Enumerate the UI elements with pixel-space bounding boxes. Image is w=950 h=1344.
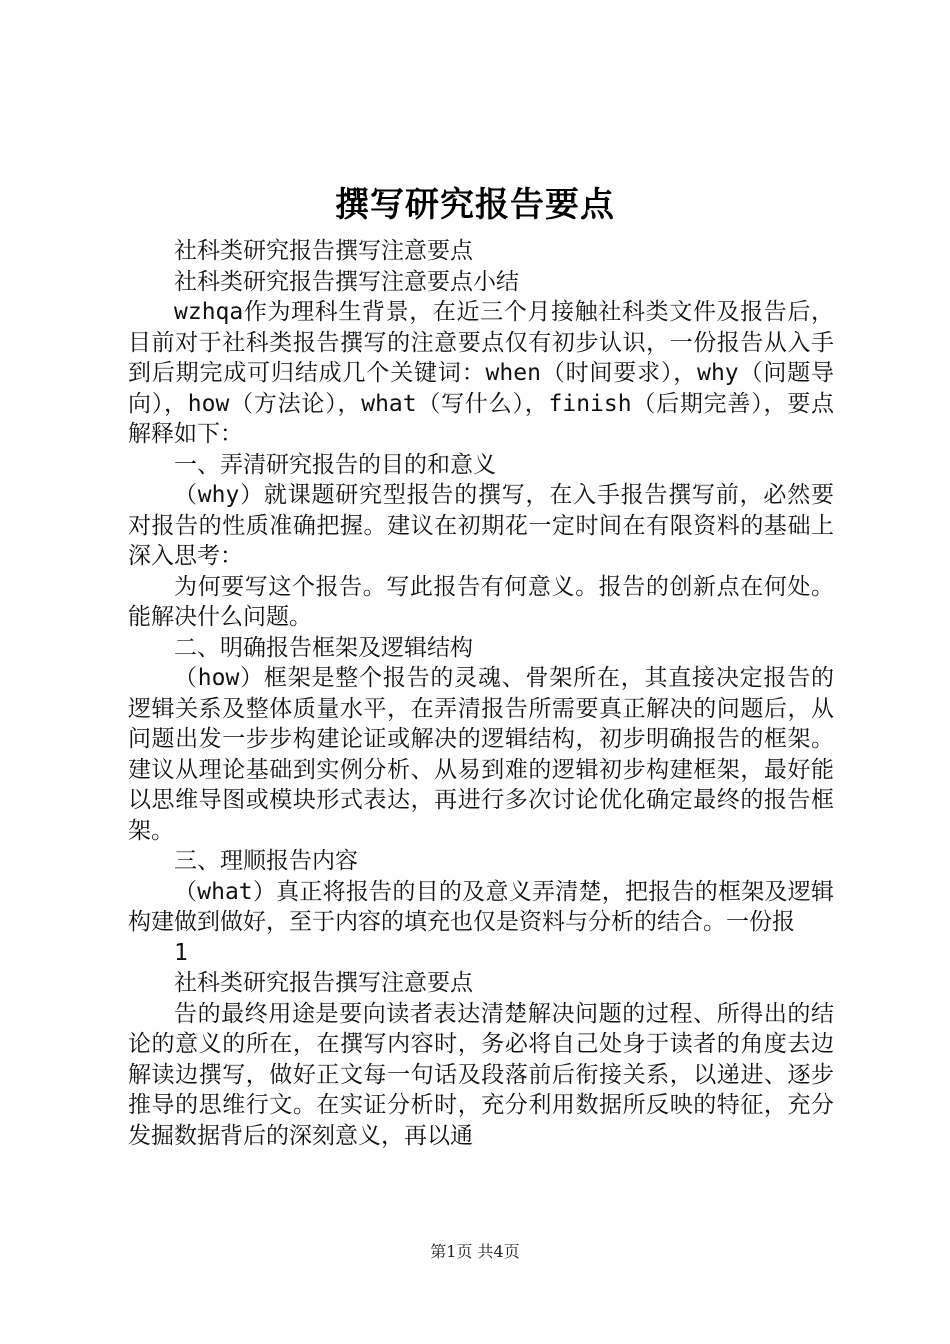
- paragraph-continued: 告的最终用途是要向读者表达清楚解决问题的过程、所得出的结论的意义的所在，在撰写内容时，务必将自己处身于读者的角度去边解读边撰写，做好正文每一句话及段落前后衔接关系，以递进、逐步推导的思维行文。在实证分析时，充分利用数据所反映的特征，充分发掘数据背后的深刻意义，再以通: [128, 1000, 834, 1149]
- section-heading-1: 一、弄清研究报告的目的和意义: [174, 451, 496, 478]
- paragraph-subtitle: 社科类研究报告撰写注意要点: [174, 238, 473, 264]
- document-body: [128, 236, 834, 1151]
- inline-page-number: 1: [174, 939, 188, 966]
- section-heading-3: 三、理顺报告内容: [174, 848, 358, 874]
- page-footer: 第1页 共4页: [430, 1242, 520, 1261]
- running-header: 社科类研究报告撰写注意要点: [174, 970, 473, 996]
- paragraph-what: （what）真正将报告的目的及意义弄清楚，把报告的框架及逻辑构建做到做好，至于内容的填充也仅是资料与分析的结合。一份报: [128, 878, 834, 935]
- paragraph-subtitle-summary: 社科类研究报告撰写注意要点小结: [174, 268, 519, 295]
- paragraph-how: （how）框架是整个报告的灵魂、骨架所在，其直接决定报告的逻辑关系及整体质量水平，在弄清报告所需要真正解决的问题后，从问题出发一步步构建论证或解决的逻辑结构，初步明确报告的框架。建议从理论基础到实例分析、从易到难的逻辑初步构建框架，最好能以思维导图或模块形式表达，再进行多次讨论优化确定最终的报告框架。: [128, 665, 834, 844]
- paragraph-questions: 为何要写这个报告。写此报告有何意义。报告的创新点在何处。能解决什么问题。: [128, 573, 834, 630]
- paragraph-why: （why）就课题研究型报告的撰写，在入手报告撰写前，必然要对报告的性质准确把握。建议在初期花一定时间在有限资料的基础上深入思考：: [128, 482, 834, 569]
- paragraph-intro: wzhqa作为理科生背景，在近三个月接触社科类文件及报告后，目前对于社科类报告撰写的注意要点仅有初步认识，一份报告从入手到后期完成可归结成几个关键词：when（时间要求），why（问题导向），how（方法论），what（写什么），finish（后期完善），要点解释如下：: [128, 299, 834, 447]
- section-heading-2: 二、明确报告框架及逻辑结构: [174, 634, 473, 661]
- document-title: 撰写研究报告要点: [335, 185, 615, 225]
